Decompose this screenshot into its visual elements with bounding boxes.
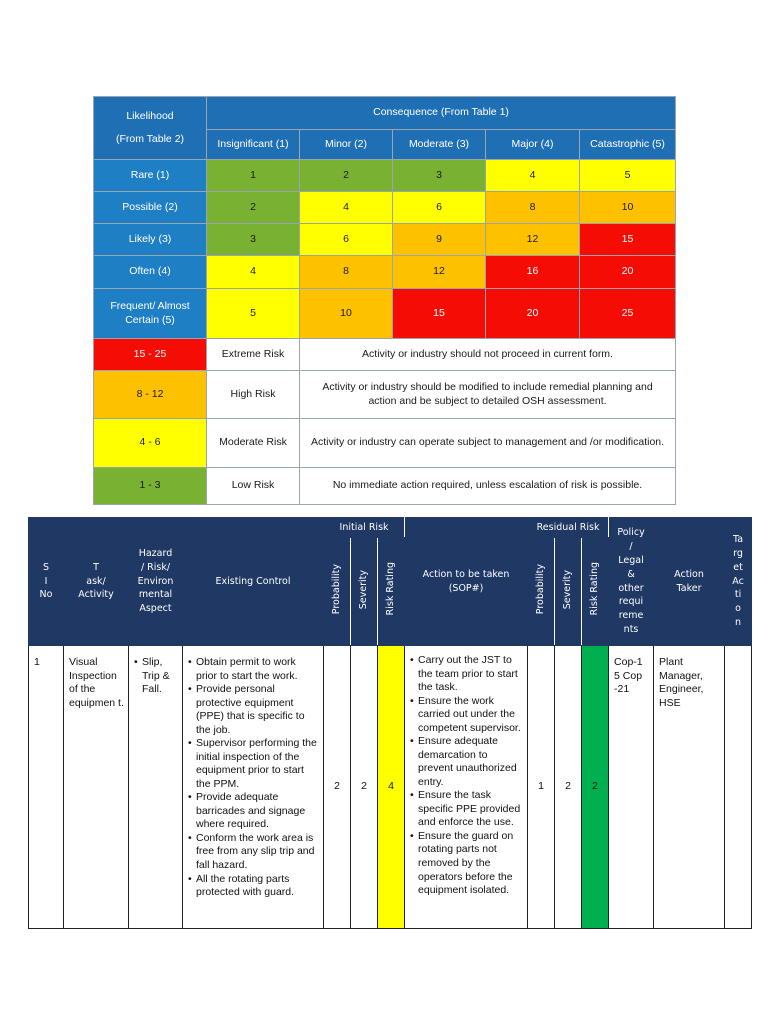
- header-sno: S I No: [29, 518, 64, 646]
- matrix-cell: 8: [486, 192, 580, 224]
- legend-level: High Risk: [207, 371, 300, 419]
- control-item: • Provide personal protective equipment (PPE) that is specific to the job.: [188, 683, 319, 737]
- matrix-cell: 1: [207, 160, 300, 192]
- likelihood-label: Likely (3): [94, 224, 207, 256]
- legend-description: Activity or industry should be modified to include remedial planning and action and be subject to detailed OSH assessment.: [300, 371, 676, 419]
- likelihood-label: Frequent/ Almost Certain (5): [94, 289, 207, 339]
- consequence-label: Minor (2): [300, 130, 393, 160]
- header-residual-probability: [528, 538, 555, 646]
- control-item: • Supervisor performing the initial inspection of the equipment prior to start the PPM.: [188, 737, 319, 791]
- table-row: [29, 646, 752, 929]
- consequence-header: Consequence (From Table 1): [207, 97, 676, 130]
- hazard-item: • Slip, Trip & Fall.: [134, 656, 178, 697]
- matrix-cell: 20: [486, 289, 580, 339]
- matrix-cell: 5: [580, 160, 676, 192]
- row-actions: [405, 646, 528, 929]
- legend-level: Moderate Risk: [207, 419, 300, 468]
- legend-description: Activity or industry should not proceed in current form.: [300, 339, 676, 371]
- header-target-action: Ta rg et Ac ti o n: [725, 518, 752, 646]
- matrix-cell: 10: [580, 192, 676, 224]
- header-action: Action to be taken (SOP#): [405, 518, 528, 646]
- action-item: • Ensure the task specific PPE provided and enforce the use.: [410, 789, 523, 830]
- header-initial-risk-rating: [378, 538, 405, 646]
- legend-description: No immediate action required, unless escalation of risk is possible.: [300, 468, 676, 505]
- matrix-cell: 16: [486, 256, 580, 289]
- matrix-cell: 15: [393, 289, 486, 339]
- action-item: • Ensure the guard on rotating parts not removed by the operators before the equipment isolated.: [410, 830, 523, 898]
- header-initial-risk: Initial Risk: [324, 518, 405, 538]
- matrix-cell: 4: [486, 160, 580, 192]
- matrix-cell: 2: [207, 192, 300, 224]
- matrix-cell: 10: [300, 289, 393, 339]
- row-target-action: [725, 646, 752, 929]
- initial-probability: 2: [324, 646, 351, 929]
- legend-range: 8 - 12: [94, 371, 207, 419]
- matrix-cell: 5: [207, 289, 300, 339]
- matrix-cell: 6: [393, 192, 486, 224]
- row-task: Visual Inspection of the equipmen t.: [64, 646, 129, 929]
- likelihood-label: Often (4): [94, 256, 207, 289]
- matrix-cell: 20: [580, 256, 676, 289]
- header-action-taker: Action Taker: [654, 518, 725, 646]
- consequence-label: Moderate (3): [393, 130, 486, 160]
- likelihood-label: Possible (2): [94, 192, 207, 224]
- matrix-cell: 9: [393, 224, 486, 256]
- consequence-label: Insignificant (1): [207, 130, 300, 160]
- control-item: • All the rotating parts protected with guard.: [188, 873, 319, 900]
- header-initial-probability: [324, 538, 351, 646]
- header-task: T ask/ Activity: [64, 518, 129, 646]
- residual-risk-rating-label: Risk Rating: [589, 562, 601, 616]
- matrix-cell: 6: [300, 224, 393, 256]
- control-item: • Obtain permit to work prior to start the work.: [188, 656, 319, 683]
- likelihood-source: (From Table 2): [115, 133, 185, 145]
- consequence-label: Catastrophic (5): [580, 130, 676, 160]
- residual-probability-label: Probability: [535, 564, 547, 615]
- residual-probability: 1: [528, 646, 555, 929]
- matrix-cell: 3: [393, 160, 486, 192]
- matrix-cell: 2: [300, 160, 393, 192]
- action-item: • Ensure adequate demarcation to prevent unauthorized entry.: [410, 735, 523, 789]
- legend-level: Low Risk: [207, 468, 300, 505]
- legend-range: 1 - 3: [94, 468, 207, 505]
- residual-severity-label: Severity: [562, 569, 574, 609]
- action-item: • Carry out the JST to the team prior to start the task.: [410, 654, 523, 695]
- row-sno: 1: [29, 646, 64, 929]
- legend-description: Activity or industry can operate subject to management and /or modification.: [300, 419, 676, 468]
- header-policy: Policy / Legal & other requi reme nts: [609, 518, 654, 646]
- action-item: • Ensure the work carried out under the competent supervisor.: [410, 695, 523, 736]
- residual-risk-rating: 2: [582, 646, 609, 929]
- header-hazard: Hazard / Risk/ Environ mental Aspect: [129, 518, 183, 646]
- control-item: • Provide adequate barricades and signage where required.: [188, 791, 319, 832]
- matrix-cell: 12: [486, 224, 580, 256]
- matrix-cell: 3: [207, 224, 300, 256]
- initial-risk-rating-label: Risk Rating: [385, 562, 397, 616]
- initial-severity-label: Severity: [358, 569, 370, 609]
- header-initial-severity: [351, 538, 378, 646]
- matrix-cell: 8: [300, 256, 393, 289]
- row-policy: Cop-15 Cop-21: [609, 646, 654, 929]
- risk-matrix-table: [93, 96, 676, 505]
- residual-severity: 2: [555, 646, 582, 929]
- initial-risk-rating: 4: [378, 646, 405, 929]
- initial-probability-label: Probability: [331, 564, 343, 615]
- legend-range: 4 - 6: [94, 419, 207, 468]
- likelihood-header-cell: [94, 97, 207, 160]
- consequence-label: Major (4): [486, 130, 580, 160]
- matrix-cell: 4: [207, 256, 300, 289]
- initial-severity: 2: [351, 646, 378, 929]
- control-item: • Conform the work area is free from any slip trip and fall hazard.: [188, 832, 319, 873]
- matrix-cell: 12: [393, 256, 486, 289]
- header-residual-risk-rating: [582, 538, 609, 646]
- header-existing-control: Existing Control: [183, 518, 324, 646]
- row-action-taker: Plant Manager, Engineer, HSE: [654, 646, 725, 929]
- matrix-cell: 4: [300, 192, 393, 224]
- matrix-cell: 15: [580, 224, 676, 256]
- legend-range: 15 - 25: [94, 339, 207, 371]
- likelihood-header: Likelihood: [126, 109, 174, 122]
- likelihood-label: Rare (1): [94, 160, 207, 192]
- risk-register-table: [28, 517, 752, 929]
- header-residual-severity: [555, 538, 582, 646]
- header-residual-risk: Residual Risk: [528, 518, 609, 538]
- legend-level: Extreme Risk: [207, 339, 300, 371]
- row-existing-controls: [183, 646, 324, 929]
- row-hazard: [129, 646, 183, 929]
- matrix-cell: 25: [580, 289, 676, 339]
